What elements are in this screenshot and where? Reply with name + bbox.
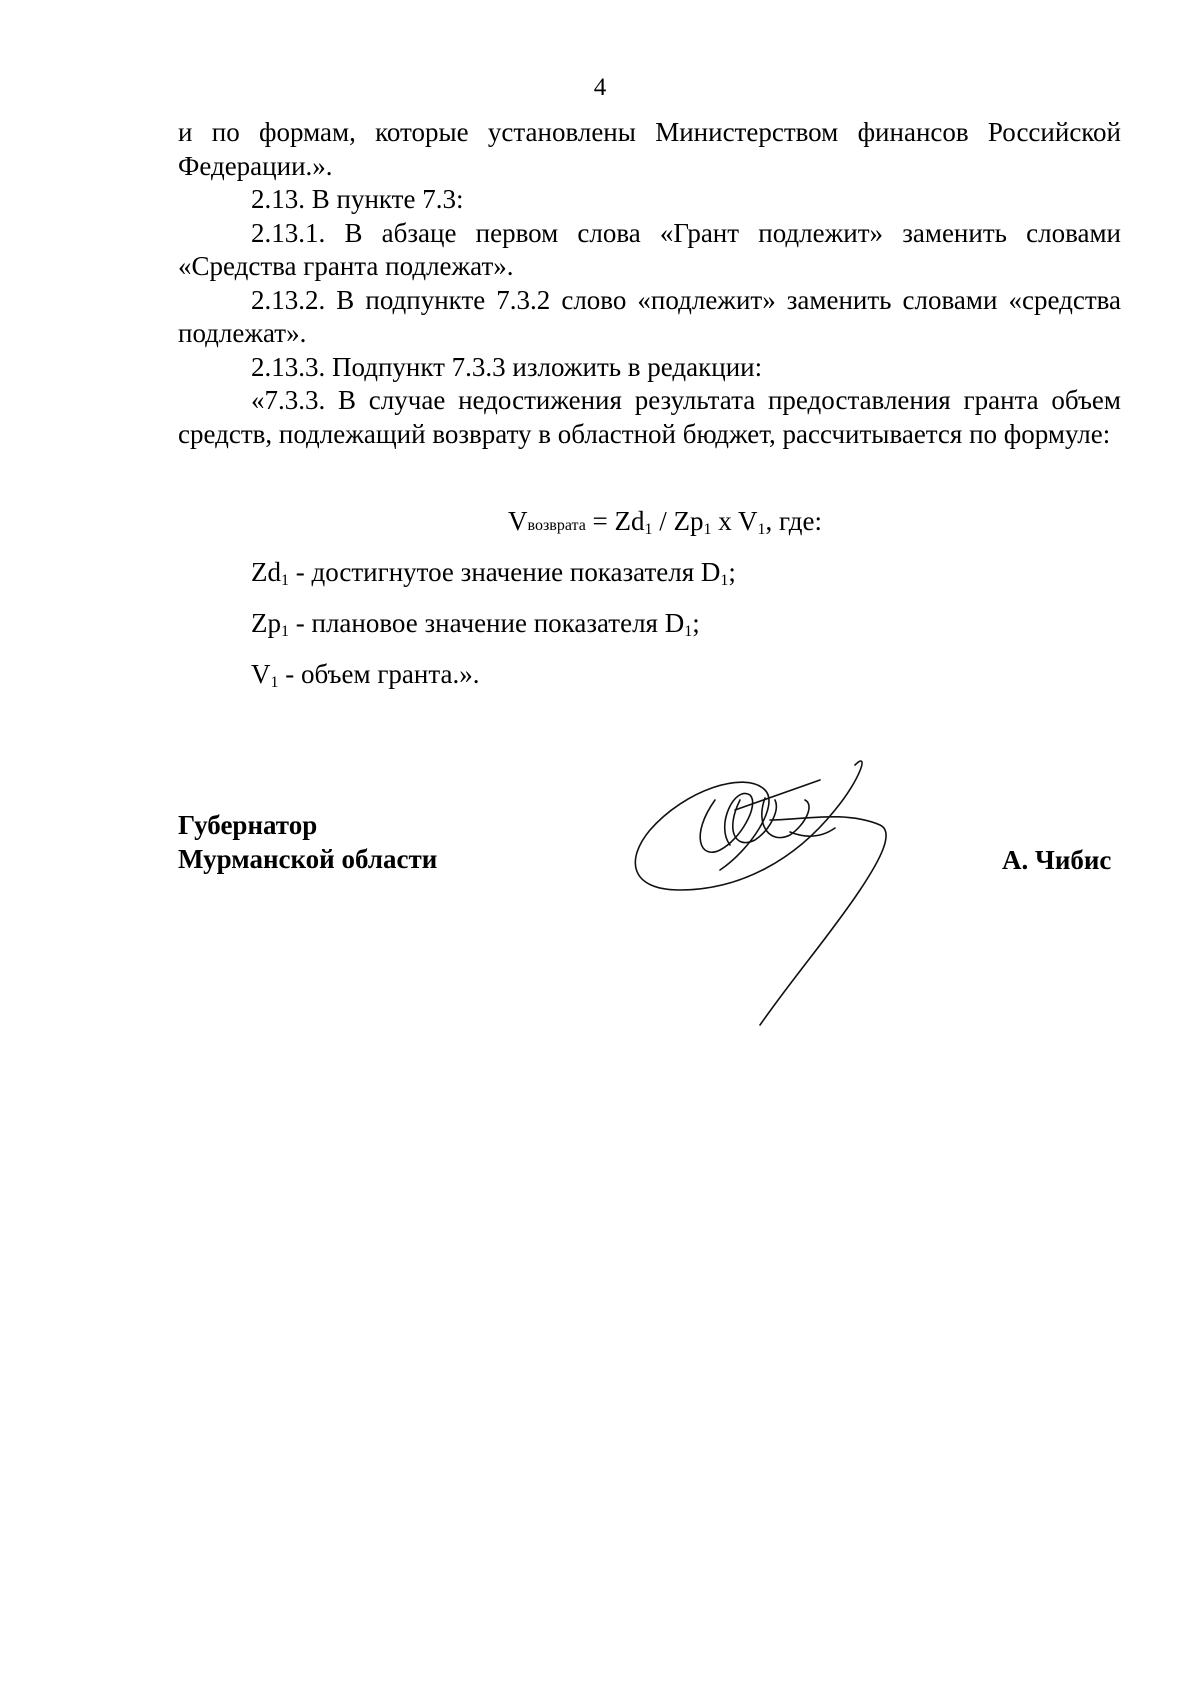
signer-title [178, 808, 437, 876]
formula-text: = Zd [585, 506, 645, 536]
paragraph: и по формам, которые установлены Министерством финансов Российской Федерации.». [178, 117, 1121, 181]
signer-title-line: Губернатор [178, 810, 318, 840]
signer-title-line: Мурманской области [178, 844, 438, 874]
definition-subscript: 1 [684, 623, 693, 640]
definition-subscript: 1 [720, 572, 729, 589]
formula-text: x V [711, 506, 758, 536]
definition-text: - плановое значение показателя D [289, 608, 685, 638]
paragraph: 2.13. В пункте 7.3: [251, 184, 464, 214]
paragraph: «7.3.3. В случае недостижения результата предоставления гранта объем средств, подлежащий возврату в областной бюджет, рассчитывается по формуле: [178, 385, 1121, 449]
definition-symbol: Zd [251, 557, 281, 587]
formula-subscript: 1 [757, 521, 766, 538]
definition-subscript: 1 [281, 623, 289, 640]
paragraph: 2.13.3. Подпункт 7.3.3 изложить в редакции: [251, 351, 763, 382]
definition-v1 [251, 658, 479, 690]
definition-text: - объем гранта.». [278, 659, 480, 689]
definition-end: ; [728, 557, 736, 587]
definition-end: ; [692, 608, 700, 638]
formula-text: , где: [765, 506, 822, 536]
paragraph: 2.13.2. В подпункте 7.3.2 слово «подлежит» заменить словами «средства подлежат». [178, 284, 1121, 348]
formula-text: / Zp [652, 506, 704, 536]
signer-name: А. Чибис [1002, 845, 1112, 875]
definition-zp [251, 607, 700, 639]
definition-text: - достигнутое значение показателя D [289, 557, 721, 587]
formula-subscript: возврата [527, 517, 586, 534]
formula-symbol: V [508, 506, 528, 536]
paragraph: 2.13.1. В абзаце первом слова «Грант подлежит» заменить словами «Средства гранта подлежат». [178, 217, 1121, 281]
formula-subscript: 1 [644, 521, 653, 538]
formula-subscript: 1 [703, 521, 712, 538]
document-body [178, 116, 1121, 451]
definition-subscript: 1 [270, 674, 279, 691]
handwritten-signature [620, 750, 920, 1040]
definition-symbol: Zp [251, 608, 281, 638]
definition-subscript: 1 [281, 572, 289, 589]
page-number: 4 [593, 74, 607, 101]
formula [508, 505, 822, 542]
definition-zd [251, 556, 736, 588]
definition-symbol: V [251, 659, 271, 689]
